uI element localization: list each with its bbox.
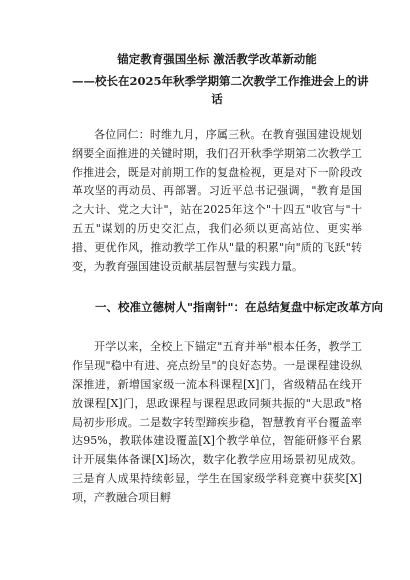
section-1-heading: 一、校准立德树人"指南针"：在总结复盘中标定改革方向 [95, 300, 383, 315]
subtitle-line-1: ——校长在2025年秋季学期第二次教学工作推进会上的讲 [72, 74, 369, 88]
intro-paragraph: 各位同仁：时维九月，序属三秋。在教育强国建设规划纲要全面推进的关键时期，我们召开秋季学期第二次教学工作推进会，既是对前期工作的复盘检视，更是对下一阶段改革攻坚的再动员、再部署。习近平总书记强调，"教育是国之大计、党之大计"，站在2025年这个"十四五"收官与"十五五"谋划的历史交汇点，我们必须以更高站位、更实举措、更优作风，推动教学工作从"量的积累"向"质的飞跃"转变，为教育强国建设贡献基层智慧与实践力量。 [72, 128, 362, 273]
document-title: 锚定教育强国坐标 激活教学改革新动能 [117, 52, 317, 66]
section-1-paragraph: 开学以来，全校上下锚定"五育并举"根本任务，教学工作呈现"稳中有进、亮点纷呈"的良好态势。一是课程建设纵深推进，新增国家级一流本科课程[X]门，省级精品在线开放课程[X]门，思政课程与课程思政同频共振的"大思政"格局初步形成。二是数字转型蹄疾步稳，智慧教育平台覆盖率达95%，教联体建设覆盖[X]个教学单位，智能研修平台累计开展集体备课[X]场次，数字化教学应用场景初见成效。三是育人成果持续彰显，学生在国家级学科竞赛中获奖[X]项，产教融合项目孵 [72, 340, 362, 504]
document-subtitle [72, 72, 369, 108]
subtitle-line-2: 话 [211, 92, 223, 106]
